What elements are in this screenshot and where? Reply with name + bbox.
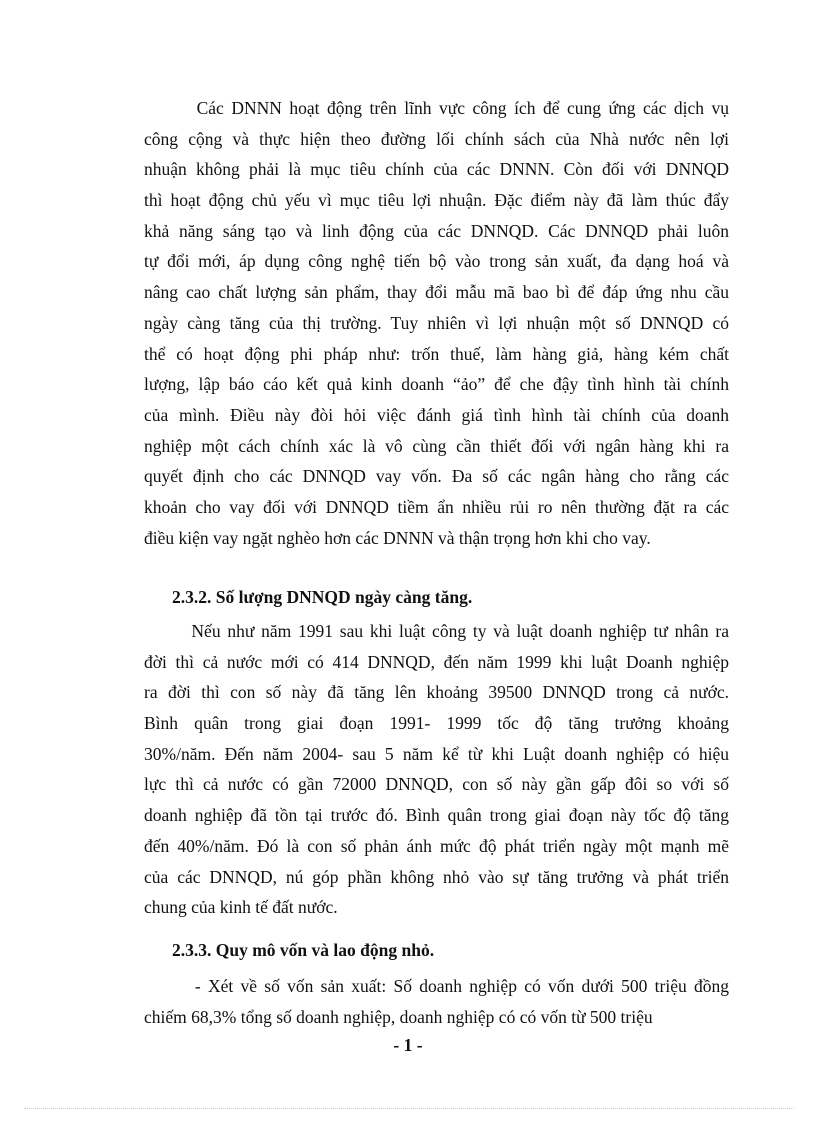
text-line: nâng cao chất lượng sản phẩm, thay đổi mẫu mã bao bì để đáp ứng nhu cầu [144,282,729,303]
text-line: thì hoạt động chủ yếu vì mục tiêu lợi nhuận. Đặc điểm này đã làm thúc đẩy [144,190,729,211]
text-line: của mình. Điều này đòi hỏi việc đánh giá tình hình tài chính của doanh [144,404,729,425]
text-line: ra đời thì con số này đã tăng lên khoảng 39500 DNNQD trong cả nước. [144,682,729,703]
text-line: chung của kinh tế đất nước. [144,897,338,918]
page-number: - 1 - [393,1035,423,1055]
text-line: tự đổi mới, áp dụng công nghệ tiến bộ vào trong sản xuất, đa dạng hoá và [144,251,729,272]
paragraph-dnnqd-growth [144,616,729,923]
text-line: nhuận không phải là mục tiêu chính của các DNNN. Còn đối với DNNQD [144,159,729,180]
heading-2-3-3: 2.3.3. Quy mô vốn và lao động nhỏ. [172,940,435,960]
text-line: thể có hoạt động phi pháp như: trốn thuế, làm hàng giả, hàng kém chất [144,343,729,364]
text-line: Các DNNN hoạt động trên lĩnh vực công ích để cung ứng các dịch vụ [144,98,729,118]
text-line: khả năng sáng tạo và linh động của các DNNQD. Các DNNQD phải luôn [144,220,729,241]
text-line: nghiệp một cách chính xác là vô cùng cần thiết đối với ngân hàng khi ra [144,435,729,456]
text-line: đến 40%/năm. Đó là con số phản ánh mức độ phát triển ngày một mạnh mẽ [144,835,729,856]
text-line: doanh nghiệp đã tồn tại trước đó. Bình quân trong giai đoạn này tốc độ tăng [144,805,729,826]
text-line: Bình quân trong giai đoạn 1991- 1999 tốc độ tăng trưởng khoảng [144,713,729,734]
text-line: đời thì cả nước mới có 414 DNNQD, đến năm 1999 khi luật Doanh nghiệp [144,651,729,672]
text-line: ngày càng tăng của thị trường. Tuy nhiên vì lợi nhuận một số DNNQD có [144,312,729,333]
text-line: khoản cho vay đối với DNNQD tiềm ẩn nhiều rủi ro nên thường đặt ra các [144,496,729,517]
page-bottom-divider [24,1108,794,1109]
text-line: của các DNNQD, nú góp phần không nhỏ vào sự tăng trưởng và phát triển [144,866,729,887]
heading-2-3-2: 2.3.2. Số lượng DNNQD ngày càng tăng. [172,587,473,607]
text-line: quyết định cho các DNNQD vay vốn. Đa số các ngân hàng cho rằng các [144,466,729,487]
text-line: Nếu như năm 1991 sau khi luật công ty và luật doanh nghiệp tư nhân ra [144,621,729,641]
text-line: công cộng và thực hiện theo đường lối chính sách của Nhà nước nên lợi [144,128,729,149]
text-line: - Xét về số vốn sản xuất: Số doanh nghiệp có vốn dưới 500 triệu đồng [144,976,729,996]
text-line: lực thì cả nước có gần 72000 DNNQD, con số này gần gấp đôi so với số [144,774,729,795]
text-line: 30%/năm. Đến năm 2004- sau 5 năm kể từ khi Luật doanh nghiệp có hiệu [144,743,729,764]
paragraph-dnnn-vs-dnnqd [144,93,729,553]
text-line: điều kiện vay ngặt nghèo hơn các DNNN và thận trọng hơn khi cho vay. [144,527,651,548]
text-line: chiếm 68,3% tổng số doanh nghiệp, doanh nghiệp có có vốn từ 500 triệu [144,1006,653,1027]
text-line: lượng, lập báo cáo kết quả kinh doanh “ảo” để che đậy tình hình tài chính [144,374,729,395]
paragraph-capital-scale [144,971,729,1032]
